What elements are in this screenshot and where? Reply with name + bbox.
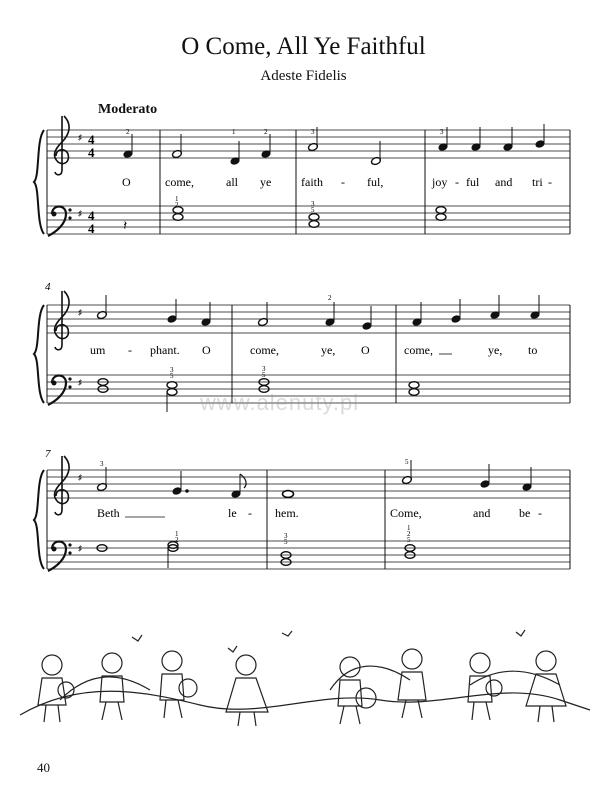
- svg-text:1: 1: [232, 128, 236, 136]
- bird-icon: [132, 630, 525, 652]
- barlines: [47, 470, 570, 569]
- lyric-syllable: -: [538, 506, 542, 520]
- treble-clef: [55, 116, 70, 175]
- child-figure: [526, 651, 566, 722]
- fingering-numbers: [100, 458, 411, 546]
- children-carolers-illustration: [20, 630, 590, 726]
- lyric-syllable: ye,: [321, 343, 336, 357]
- svg-text:3: 3: [440, 128, 444, 136]
- lyric-syllable: be: [519, 506, 531, 520]
- key-signature-sharp: ♯: [78, 209, 82, 218]
- lyric-syllable: O: [202, 343, 211, 357]
- lyric-syllable: le: [228, 506, 237, 520]
- lyric-syllable: and: [495, 175, 513, 189]
- lyric-syllable: ye,: [488, 343, 503, 357]
- child-figure: [160, 651, 197, 718]
- bass-staff: [47, 541, 570, 569]
- song-title: O Come, All Ye Faithful: [181, 33, 426, 60]
- lyric-syllable: -: [455, 175, 459, 189]
- svg-text:3: 3: [284, 532, 288, 540]
- watermark: www.alenuty.pl: [200, 390, 360, 415]
- svg-text:2: 2: [175, 536, 179, 544]
- key-signature-sharp: ♯: [78, 378, 82, 387]
- lyric-syllable: -: [248, 506, 252, 520]
- treble-clef: [55, 456, 70, 515]
- svg-text:1: 1: [175, 530, 179, 538]
- svg-text:3: 3: [311, 200, 315, 208]
- child-figure: [398, 649, 426, 718]
- lyric-syllable: faith: [301, 175, 323, 189]
- lyric-syllable: -: [341, 175, 345, 189]
- lyric-syllable: ye: [260, 175, 272, 189]
- lyric-syllable: ful: [466, 175, 480, 189]
- lyric-syllable: -: [548, 175, 552, 189]
- treble-staff: [47, 305, 570, 333]
- lyric-syllable: come,: [250, 343, 279, 357]
- treble-staff: [47, 470, 570, 498]
- lyric-syllable: ful,: [367, 175, 384, 189]
- page-number: 40: [37, 760, 50, 775]
- fingering-numbers: [170, 294, 332, 380]
- lyric-syllable: come,: [165, 175, 194, 189]
- svg-text:5: 5: [262, 371, 266, 379]
- svg-text:2: 2: [407, 530, 411, 538]
- lyrics-line-3: [97, 506, 542, 520]
- svg-text:5: 5: [405, 458, 409, 466]
- svg-text:3: 3: [262, 365, 266, 373]
- lyrics-line-2: [90, 343, 537, 357]
- child-figure: [468, 653, 502, 720]
- measure-number: 4: [45, 281, 51, 293]
- time-signature-bottom: 4: [88, 221, 95, 236]
- svg-text:2: 2: [175, 201, 179, 209]
- svg-text:5: 5: [311, 206, 315, 214]
- lyric-syllable: hem.: [275, 506, 299, 520]
- child-figure: [100, 653, 124, 720]
- treble-notes: [97, 460, 532, 498]
- lyrics-line-1: [122, 175, 552, 189]
- svg-text:1: 1: [175, 195, 179, 203]
- svg-text:1: 1: [407, 524, 411, 532]
- lyric-syllable: and: [473, 506, 491, 520]
- grand-staff-brace: [34, 305, 44, 403]
- svg-text:3: 3: [100, 460, 104, 468]
- time-signature-bottom: 4: [88, 145, 95, 160]
- lyric-syllable: to: [528, 343, 538, 357]
- lyric-syllable: joy: [432, 175, 448, 189]
- svg-text:5: 5: [407, 536, 411, 544]
- bass-clef: [48, 376, 72, 406]
- lyric-syllable: tri: [532, 175, 543, 189]
- lyric-syllable: all: [226, 175, 238, 189]
- svg-text:2: 2: [328, 294, 332, 302]
- lyric-syllable: come,: [404, 343, 433, 357]
- lyric-syllable: Beth: [97, 506, 120, 520]
- tempo-marking: Moderato: [98, 102, 158, 117]
- lyric-syllable: um: [90, 343, 106, 357]
- bass-clef: [48, 207, 72, 237]
- treble-clef: [55, 291, 70, 350]
- svg-text:𝄽: 𝄽: [123, 219, 128, 234]
- song-subtitle: Adeste Fidelis: [260, 68, 347, 84]
- svg-text:2: 2: [126, 128, 130, 136]
- time-signature-top: 4: [88, 132, 95, 147]
- lyric-syllable: Come,: [390, 506, 422, 520]
- grand-staff-brace: [34, 470, 44, 569]
- time-signature-top: 4: [88, 208, 95, 223]
- svg-text:3: 3: [311, 128, 315, 136]
- svg-text:2: 2: [264, 128, 268, 136]
- measure-number: 7: [45, 448, 51, 460]
- child-figure: [38, 655, 74, 722]
- fingering-numbers: [126, 128, 444, 214]
- key-signature-sharp: ♯: [78, 544, 82, 553]
- lyric-syllable: -: [128, 343, 132, 357]
- key-signature-sharp: ♯: [78, 308, 82, 317]
- treble-notes: [97, 295, 540, 330]
- svg-text:3: 3: [170, 366, 174, 374]
- lyric-syllable: phant.: [150, 343, 180, 357]
- grand-staff-brace: [34, 130, 44, 234]
- system-1: [34, 116, 570, 236]
- lyric-syllable: O: [361, 343, 370, 357]
- key-signature-sharp: ♯: [78, 473, 82, 482]
- child-figure: [226, 655, 268, 726]
- svg-text:5: 5: [170, 372, 174, 380]
- system-3: [34, 448, 570, 571]
- child-figure: [338, 657, 376, 724]
- lyric-syllable: O: [122, 175, 131, 189]
- svg-text:5: 5: [284, 538, 288, 546]
- key-signature-sharp: ♯: [78, 133, 82, 142]
- bass-clef: [48, 542, 72, 572]
